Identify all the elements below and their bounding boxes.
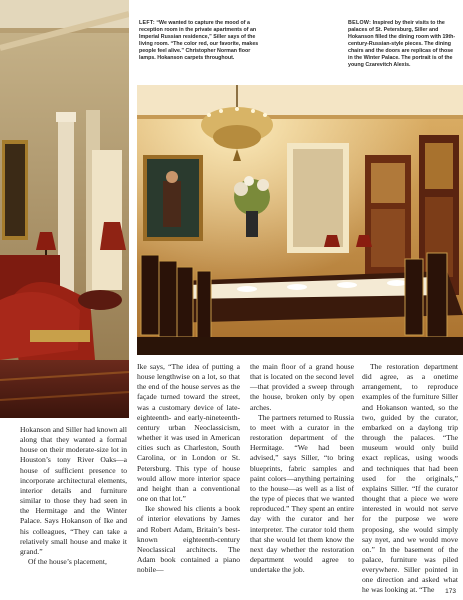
column-2-paragraph-1: Ike says, “The idea of putting a house lengthwise on a lot, so that the end of the house serves as the façade turned toward the street, was a customary device of late-eighteenth- and early-nineteenth-century urban Neoclassicism, whether it was used in American cities such as Charleston, South Carolina, or in London or St. Petersburg. This type of house would allow more interior space and height than a conventional one on that lot.” <box>137 362 240 504</box>
caption-right-text: Inspired by their visits to the palaces of St. Petersburg, Siller and Hokanson filled the dining room with 19th-century-Russian-style pieces. The dining chairs and the doors are replicas of those in the Winter Palace. The portrait is of the young Czarevitch Alexis. <box>348 20 456 68</box>
page-number: 173 <box>445 588 456 595</box>
column-2-paragraph-2: Ike showed his clients a book of interior elevations by James and Robert Adam, Britain’s best-known eighteenth-century Neoclassical architects. The Adam book contained a piano nobile— <box>137 504 240 575</box>
photo-caption-left <box>139 20 259 62</box>
living-room-illustration <box>0 0 129 418</box>
body-column-2 <box>137 362 240 575</box>
dining-room-illustration <box>137 85 463 355</box>
caption-left-head: LEFT: <box>139 20 155 26</box>
dining-room-photo <box>137 85 463 355</box>
caption-right-head: BELOW: <box>348 20 372 26</box>
caption-left-text: “We wanted to capture the mood of a reception room in the private apartments of an Imperial Russian residence,” Siller says of the living room. “The color red, our favorite, makes people feel alive.” Christopher Norman floor lamps. Hokanson carpets throughout. <box>139 20 259 61</box>
column-1-paragraph-2: Of the house’s placement, <box>28 557 107 567</box>
column-4-paragraph-1: The restoration department did agree, as a onetime arrangement, to reproduce examples of the furniture Siller and Hokanson wanted, so the two, guided by the curator, embarked on a daylong trip through the palaces. “The museum would only build exact replicas, using woods and techniques that had been used for the originals,” explains Siller. “If the curator thought that a piece we were interested in would not serve for the purpose we were proposing, she would simply say nyet, and we would move on.” In the basement of the palace, furniture was piled everywhere. Siller pointed in one direction and asked what he was looking at. “The <box>362 362 458 595</box>
body-column-3 <box>250 362 354 575</box>
body-column-1 <box>20 425 127 567</box>
column-3-paragraph-1: the main floor of a grand house that is located on the second level—that provided a sweep through the house, broken only by open arches. <box>250 362 354 412</box>
photo-caption-right <box>348 20 456 69</box>
column-1-paragraph-1: Hokanson and Siller had known all along that they wanted a formal house on their moderate-size lot in Houston’s tony River Oaks—a house of sufficient presence to incorporate architectural elements, interior details and furniture similar to those they had seen in the Hermitage and the Winter Palace. Says Hokanson of Ike and his colleagues, “They can take a relatively small house and make it grand.” <box>20 425 127 556</box>
column-3-paragraph-2: The partners returned to Russia to meet with a curator in the restoration department of the Hermitage. “We had been advised,” says Siller, “to bring blueprints, fabric samples and paint colors—anything pertaining to the house—as well as a list of the type of pieces that we wanted reproduced.” They spent an entire day with the curator and her interpreter. The curator told them that she would let them know the next day whether the restoration department would agree to undertake the job. <box>250 412 354 575</box>
body-column-4 <box>362 362 458 596</box>
living-room-photo <box>0 0 129 418</box>
